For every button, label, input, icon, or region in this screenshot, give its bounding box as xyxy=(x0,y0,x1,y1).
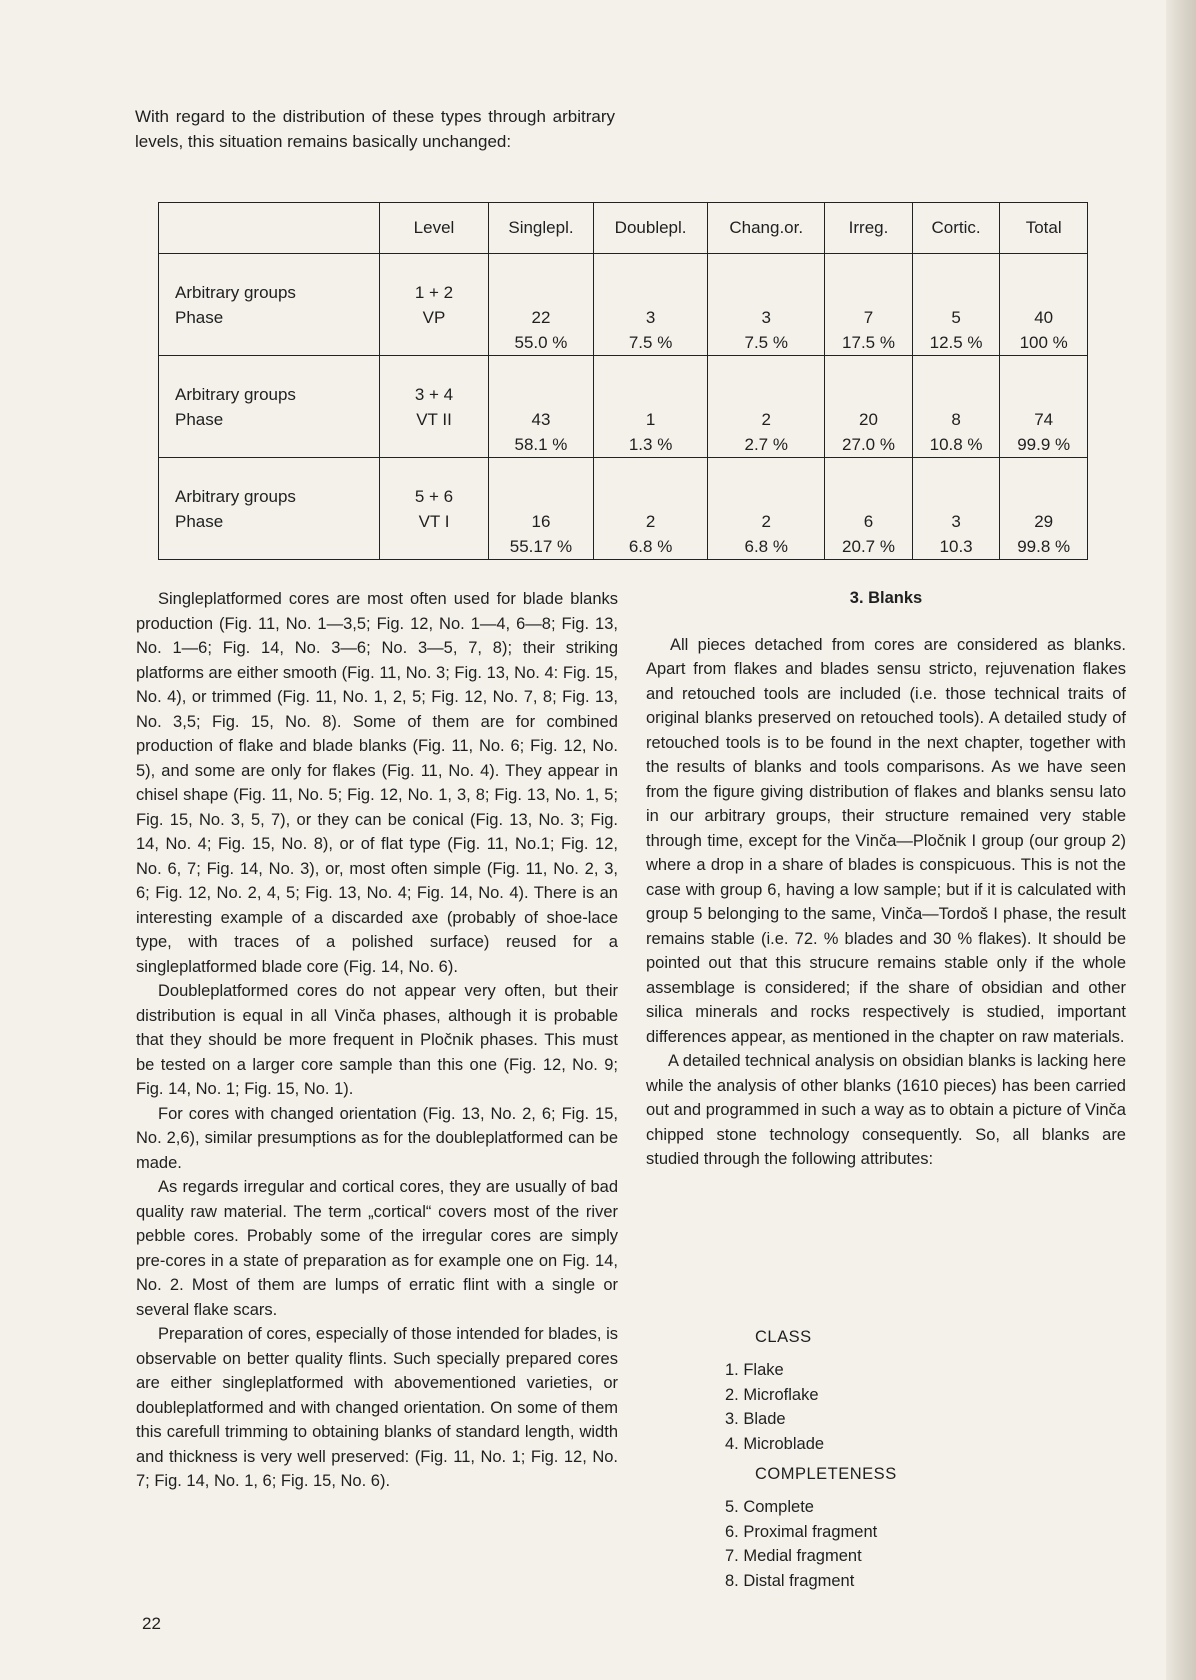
class-heading: CLASS xyxy=(755,1328,812,1346)
list-item: 3. Blade xyxy=(725,1410,786,1428)
count: 3 xyxy=(951,512,961,531)
value-cell xyxy=(1000,254,1088,356)
section-heading: 3. Blanks xyxy=(849,589,923,607)
level-phase: VT I xyxy=(418,512,450,531)
list-item: 1. Flake xyxy=(725,1361,784,1379)
list-item: 5. Complete xyxy=(725,1498,814,1516)
table-header-row xyxy=(159,203,1088,254)
percent: 17.5 % xyxy=(842,333,895,352)
count: 2 xyxy=(761,512,771,531)
table-header-cell: Doublepl. xyxy=(593,203,707,254)
count: 3 xyxy=(761,308,771,327)
list-item: 6. Proximal fragment xyxy=(725,1522,878,1541)
value-cell xyxy=(912,356,1000,458)
body-paragraph: For cores with changed orientation (Fig. 13, No. 2, 6; Fig. 15, No. 2,6), similar presumptions as for the doubleplatformed can be made. xyxy=(136,1104,618,1172)
group-cell xyxy=(159,254,380,356)
intro-paragraph: With regard to the distribution of these types through arbitrary levels, this situation remains basically unchanged: xyxy=(135,107,615,151)
count: 74 xyxy=(1034,410,1054,429)
level-phase: VP xyxy=(422,308,446,327)
count: 40 xyxy=(1034,308,1054,327)
value-cell xyxy=(593,356,707,458)
page-edge xyxy=(1166,0,1196,1680)
value-cell xyxy=(489,458,594,560)
right-column xyxy=(646,586,1126,1172)
value-cell xyxy=(1000,458,1088,560)
percent: 55.17 % xyxy=(509,537,573,556)
level-value: 1 + 2 xyxy=(414,283,454,302)
level-cell xyxy=(380,356,489,458)
value-cell xyxy=(593,254,707,356)
level-value: 5 + 6 xyxy=(414,487,454,506)
table-header-cell: Total xyxy=(1000,203,1088,254)
count: 2 xyxy=(761,410,771,429)
group-label: Arbitrary groups xyxy=(175,487,296,506)
table-row xyxy=(159,458,1088,560)
group-label: Arbitrary groups xyxy=(175,385,296,404)
group-cell xyxy=(159,458,380,560)
table-row xyxy=(159,254,1088,356)
value-cell xyxy=(825,356,913,458)
percent: 1.3 % xyxy=(628,435,673,454)
phase-label: Phase xyxy=(175,512,224,531)
count: 2 xyxy=(645,512,656,531)
table-row xyxy=(159,356,1088,458)
level-value: 3 + 4 xyxy=(414,385,454,404)
left-column xyxy=(136,587,618,1494)
list-item: 7. Medial fragment xyxy=(725,1547,862,1565)
body-paragraph: All pieces detached from cores are considered as blanks. Apart from flakes and blades sensu stricto, rejuvenation flakes and retouched tools are included (i.e. those technical traits of original blanks preserved on retouched tools). A detailed study of retouched tools is to be found in the next chapter, together with the results of blanks and tools comparisons. As we have seen from the figure giving distribution of flakes and blanks sensu lato in our arbitrary groups, their structure remained very stable through time, except for the Vinča—Pločnik I group (our group 2) where a drop in a share of blades is conspicuous. This is not the case with group 6, having a low sample; but if it is calculated with group 5 belonging to the same, Vinča—Tordoš I phase, the result remains stable (i.e. 72. % blades and 30 % flakes). It should be pointed out that this strucure remains stable only if the whole assemblage is considered; if the share of obsidian and other silica minerals and rocks respectively is studied, important differences appear, as mentioned in the chapter on raw materials. xyxy=(646,635,1126,1046)
table-header-cell: Irreg. xyxy=(825,203,913,254)
completeness-list xyxy=(725,1462,897,1487)
completeness-items xyxy=(725,1495,877,1593)
class-items xyxy=(725,1358,824,1456)
list-item: 4. Microblade xyxy=(725,1434,825,1453)
value-cell xyxy=(489,254,594,356)
percent: 58.1 % xyxy=(514,435,568,454)
level-cell xyxy=(380,458,489,560)
body-paragraph: Preparation of cores, especially of those intended for blades, is observable on better quality flints. Such specially prepared cores are either singleplatformed with abovementioned varieties, or doubleplatformed and with changed orientation. On some of them this carefull trimming to obtaining blanks of standard length, width and thickness is very well preserved: (Fig. 11, No. 1; Fig. 12, No. 7; Fig. 14, No. 1, 6; Fig. 15, No. 6). xyxy=(136,1325,618,1490)
table-header-cell xyxy=(159,203,380,254)
table-header-cell: Singlepl. xyxy=(489,203,594,254)
percent: 7.5 % xyxy=(628,333,673,352)
percent: 99.8 % xyxy=(1017,537,1071,556)
percent: 55.0 % xyxy=(514,333,568,352)
count: 29 xyxy=(1034,512,1054,531)
core-types-table xyxy=(158,202,1088,560)
value-cell xyxy=(708,254,825,356)
count: 22 xyxy=(531,308,551,327)
value-cell xyxy=(593,458,707,560)
percent: 2.7 % xyxy=(744,435,788,454)
completeness-heading: COMPLETENESS xyxy=(755,1465,897,1483)
percent: 20.7 % xyxy=(842,537,895,556)
percent: 12.5 % xyxy=(929,333,983,352)
percent: 6.8 % xyxy=(628,537,673,556)
body-paragraph: A detailed technical analysis on obsidian blanks is lacking here while the analysis of other blanks (1610 pieces) has been carried out and programmed in such a way as to obtain a picture of Vinča chipped stone technology consequently. So, all blanks are studied through the following attributes: xyxy=(646,1052,1126,1168)
count: 6 xyxy=(863,512,874,531)
body-paragraph: Singleplatformed cores are most often used for blade blanks production (Fig. 11, No. 1—3,5; Fig. 12, No. 1—4, 6—8; Fig. 13, No. 1—6; Fig. 14, No. 3—6; No. 3—5, 7, 8); their striking platforms are either smooth (Fig. 11, No. 3; Fig. 13, No. 4: Fig. 15, No. 4), or trimmed (Fig. 11, No. 1, 2, 5; Fig. 12, No. 7, 8; Fig. 13, No. 3,5; Fig. 15, No. 8). Some of them are for combined production of flake and blade blanks (Fig. 11, No. 6; Fig. 12, No. 5), and some are only for flakes (Fig. 11, No. 4). They appear in chisel shape (Fig. 11, No. 5; Fig. 12, No. 1, 3, 8; Fig. 13, No. 1, 5; Fig. 15, No. 3, 5, 7), or they can be conical (Fig. 13, No. 3; Fig. 14, No. 4; Fig. 15, No. 8), or of flat type (Fig. 11, No.1; Fig. 12, No. 6, 7; Fig. 14, No. 3), or, most often simple (Fig. 11, No. 2, 3, 6; Fig. 12, No. 2, 4, 5; Fig. 13, No. 4; Fig. 14, No. 4). There is an interesting example of a discarded axe (probably of shoe-lace type, with traces of a polished surface) reused for a singleplatformed blade core (Fig. 14, No. 6). xyxy=(136,590,618,976)
body-paragraph: As regards irregular and cortical cores, they are usually of bad quality raw material. The term „cortical“ covers most of the river pebble cores. Probably some of the irregular cores are simply pre-cores in a state of preparation as for example one on Fig. 14, No. 2. Most of them are lumps of erratic flint with a single or several flake scars. xyxy=(136,1178,618,1319)
count: 1 xyxy=(645,410,656,429)
percent: 10.3 xyxy=(939,537,973,556)
count: 5 xyxy=(951,308,961,327)
body-paragraph: Doubleplatformed cores do not appear very often, but their distribution is equal in all Vinča phases, although it is probable that they should be more frequent in Pločnik phases. This must be tested on a larger core sample than this one (Fig. 12, No. 9; Fig. 14, No. 1; Fig. 15, No. 1). xyxy=(136,982,618,1098)
list-item: 2. Microflake xyxy=(725,1385,819,1404)
phase-label: Phase xyxy=(175,410,224,429)
value-cell xyxy=(708,356,825,458)
percent: 100 % xyxy=(1019,333,1068,352)
page-number: 22 xyxy=(142,1614,161,1633)
class-list xyxy=(725,1325,812,1350)
count: 43 xyxy=(531,410,551,429)
percent: 10.8 % xyxy=(929,435,983,454)
count: 3 xyxy=(645,308,656,327)
group-cell xyxy=(159,356,380,458)
phase-label: Phase xyxy=(175,308,224,327)
count: 20 xyxy=(859,410,878,429)
value-cell xyxy=(489,356,594,458)
count: 16 xyxy=(531,512,551,531)
table-header-cell: Level xyxy=(380,203,489,254)
percent: 7.5 % xyxy=(744,333,788,352)
value-cell xyxy=(708,458,825,560)
count: 8 xyxy=(951,410,961,429)
list-item: 8. Distal fragment xyxy=(725,1571,855,1590)
value-cell xyxy=(912,458,1000,560)
group-label: Arbitrary groups xyxy=(175,283,296,302)
level-phase: VT II xyxy=(416,410,452,429)
value-cell xyxy=(825,458,913,560)
percent: 99.9 % xyxy=(1017,435,1071,454)
level-cell xyxy=(380,254,489,356)
count: 7 xyxy=(863,308,874,327)
value-cell xyxy=(912,254,1000,356)
percent: 27.0 % xyxy=(842,435,895,454)
table-header-cell: Chang.or. xyxy=(708,203,825,254)
table-header-cell: Cortic. xyxy=(912,203,1000,254)
value-cell xyxy=(1000,356,1088,458)
value-cell xyxy=(825,254,913,356)
percent: 6.8 % xyxy=(744,537,788,556)
